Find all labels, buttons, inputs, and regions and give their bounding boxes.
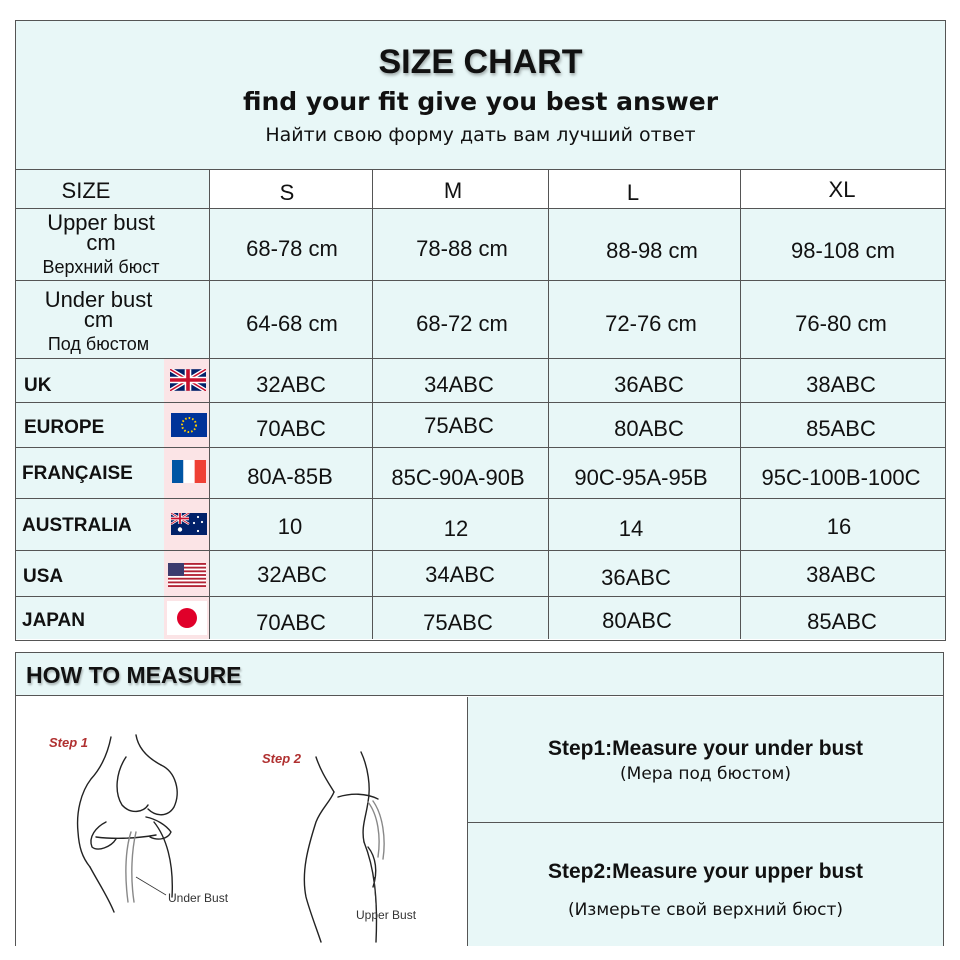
- australia-l: 14: [618, 516, 644, 541]
- region-europe-label: EUROPE: [24, 417, 105, 438]
- step2-illustration-label: Step 2: [262, 751, 302, 766]
- how-to-measure-title: HOW TO MEASURE: [26, 662, 242, 688]
- region-uk-label: UK: [24, 375, 52, 396]
- japan-flag-icon: [167, 601, 207, 635]
- size-s-header: S: [279, 180, 295, 205]
- measurement-figures-icon: [16, 697, 467, 946]
- under-bust-label: Under bust cm Под бюстом: [44, 287, 153, 354]
- size-chart-header: [15, 20, 946, 170]
- japan-s: 70ABC: [256, 610, 326, 635]
- size-table: [15, 170, 946, 641]
- step2-title: Step2:Measure your upper bust: [547, 860, 864, 883]
- japan-m: 75ABC: [423, 610, 493, 635]
- upper-bust-label: Upper bust cm Верхний бюст: [42, 210, 160, 277]
- size-xl-header: XL: [828, 177, 856, 202]
- measurement-illustration: [16, 697, 467, 946]
- eu-flag-icon: [171, 413, 207, 437]
- usa-xl: 38ABC: [806, 562, 876, 587]
- size-header-band: [16, 170, 209, 208]
- uk-m: 34ABC: [424, 372, 494, 397]
- page-subtitle-russian: Найти свою форму дать вам лучший ответ: [265, 124, 696, 146]
- under-bust-m: 68-72 cm: [416, 311, 508, 336]
- france-flag-icon: [172, 460, 206, 483]
- australia-xl: 16: [826, 514, 852, 539]
- size-l-header: L: [626, 180, 640, 205]
- france-xl: 95C-100B-100C: [761, 465, 921, 490]
- uk-l: 36ABC: [614, 372, 684, 397]
- japan-xl: 85ABC: [807, 609, 877, 634]
- page-title: SIZE CHART: [378, 43, 583, 81]
- france-m: 85C-90A-90B: [391, 465, 525, 490]
- step1-title: Step1:Measure your under bust: [547, 737, 864, 760]
- europe-m: 75ABC: [424, 413, 494, 438]
- measurement-steps: [467, 697, 943, 946]
- usa-m: 34ABC: [425, 562, 495, 587]
- region-france-label: FRANÇAISE: [22, 463, 133, 484]
- step2-illustration-caption: Upper Bust: [356, 908, 417, 922]
- europe-l: 80ABC: [614, 416, 684, 441]
- usa-l: 36ABC: [601, 565, 671, 590]
- region-japan-label: JAPAN: [22, 610, 85, 631]
- size-m-header: M: [443, 178, 463, 203]
- france-s: 80A-85B: [247, 464, 333, 489]
- under-bust-xl: 76-80 cm: [795, 311, 887, 336]
- france-l: 90C-95A-95B: [574, 465, 708, 490]
- under-bust-s: 64-68 cm: [246, 311, 338, 336]
- steps-divider: [468, 822, 944, 823]
- europe-xl: 85ABC: [806, 416, 876, 441]
- australia-flag-icon: [171, 513, 207, 535]
- upper-bust-m: 78-88 cm: [416, 236, 508, 261]
- usa-s: 32ABC: [257, 562, 327, 587]
- region-usa-label: USA: [23, 566, 64, 587]
- usa-flag-icon: [168, 563, 206, 587]
- uk-xl: 38ABC: [806, 372, 876, 397]
- step1-illustration-label: Step 1: [49, 735, 89, 750]
- size-column-header: SIZE: [61, 178, 111, 203]
- step1-illustration-caption: Under Bust: [168, 891, 229, 905]
- how-to-measure-section: [15, 652, 944, 946]
- how-to-measure-header: [16, 653, 943, 696]
- uk-flag-icon: [170, 369, 206, 391]
- step1-subtitle: (Мера под бюстом): [620, 764, 791, 784]
- australia-s: 10: [277, 514, 303, 539]
- europe-s: 70ABC: [256, 416, 326, 441]
- upper-bust-s: 68-78 cm: [246, 236, 338, 261]
- upper-bust-xl: 98-108 cm: [791, 238, 895, 263]
- uk-s: 32ABC: [256, 372, 326, 397]
- upper-bust-l: 88-98 cm: [606, 238, 698, 263]
- page-subtitle: find your fit give you best answer: [242, 87, 719, 116]
- australia-m: 12: [443, 516, 469, 541]
- under-bust-l: 72-76 cm: [605, 311, 697, 336]
- step2-subtitle: (Измерьте свой верхний бюст): [567, 900, 844, 920]
- japan-l: 80ABC: [602, 608, 672, 633]
- region-australia-label: AUSTRALIA: [22, 515, 132, 536]
